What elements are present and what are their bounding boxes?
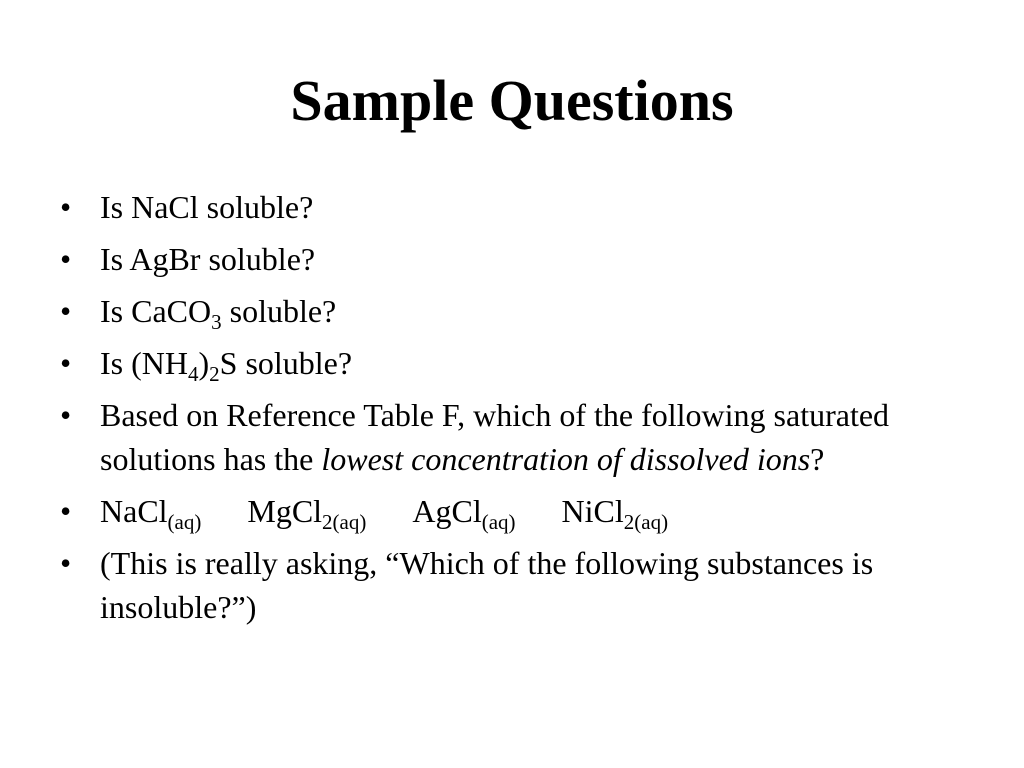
formula-text: Is (NH [100, 345, 188, 381]
choice-nicl2 [561, 493, 669, 534]
subscript: (aq) [481, 510, 516, 534]
slide-title: Sample Questions [290, 68, 734, 133]
question-text [100, 397, 889, 477]
formula-text: NaCl [100, 493, 168, 529]
formula-text: AgCl [412, 493, 482, 529]
list-item [60, 393, 960, 481]
bullet-icon: • [60, 493, 72, 529]
question-suffix: ? [810, 441, 825, 477]
list-item [60, 185, 960, 229]
bullet-icon: • [60, 293, 72, 329]
question-suffix: soluble? [221, 293, 337, 329]
choice-mgcl2 [247, 493, 367, 534]
formula-text: ) [198, 345, 210, 381]
bullet-icon: • [60, 241, 72, 277]
choice-agcl [412, 493, 516, 534]
list-item [60, 541, 960, 629]
bullet-icon: • [60, 545, 72, 581]
choice-nacl [100, 493, 202, 534]
subscript: 2(aq) [623, 510, 669, 534]
formula-text: Is CaCO [100, 293, 212, 329]
list-item [60, 489, 960, 533]
question-prefix: Based on Reference Table F, which of the following saturated solutions has the [100, 397, 890, 477]
answer-choices [100, 493, 669, 534]
subscript: (aq) [167, 510, 202, 534]
list-item [60, 341, 960, 385]
bullet-icon: • [60, 345, 72, 381]
bullet-icon: • [60, 189, 72, 225]
question-text [100, 345, 353, 386]
question-text [100, 293, 337, 334]
question-text: Is AgBr soluble? [100, 241, 316, 277]
formula-text: MgCl [247, 493, 323, 529]
subscript: 2 [209, 362, 220, 386]
subscript: 2(aq) [322, 510, 367, 534]
list-item [60, 237, 960, 281]
formula-text: NiCl [561, 493, 624, 529]
list-item [60, 289, 960, 333]
emphasized-text: lowest concentration of dissolved ions [321, 441, 811, 477]
question-suffix: S soluble? [219, 345, 353, 381]
bullet-list [60, 185, 960, 637]
bullet-icon: • [60, 397, 72, 433]
subscript: 4 [187, 362, 199, 386]
subscript: 3 [211, 310, 222, 334]
note-text: (This is really asking, “Which of the following substances is insoluble?”) [100, 545, 874, 625]
question-text: Is NaCl soluble? [100, 189, 314, 225]
